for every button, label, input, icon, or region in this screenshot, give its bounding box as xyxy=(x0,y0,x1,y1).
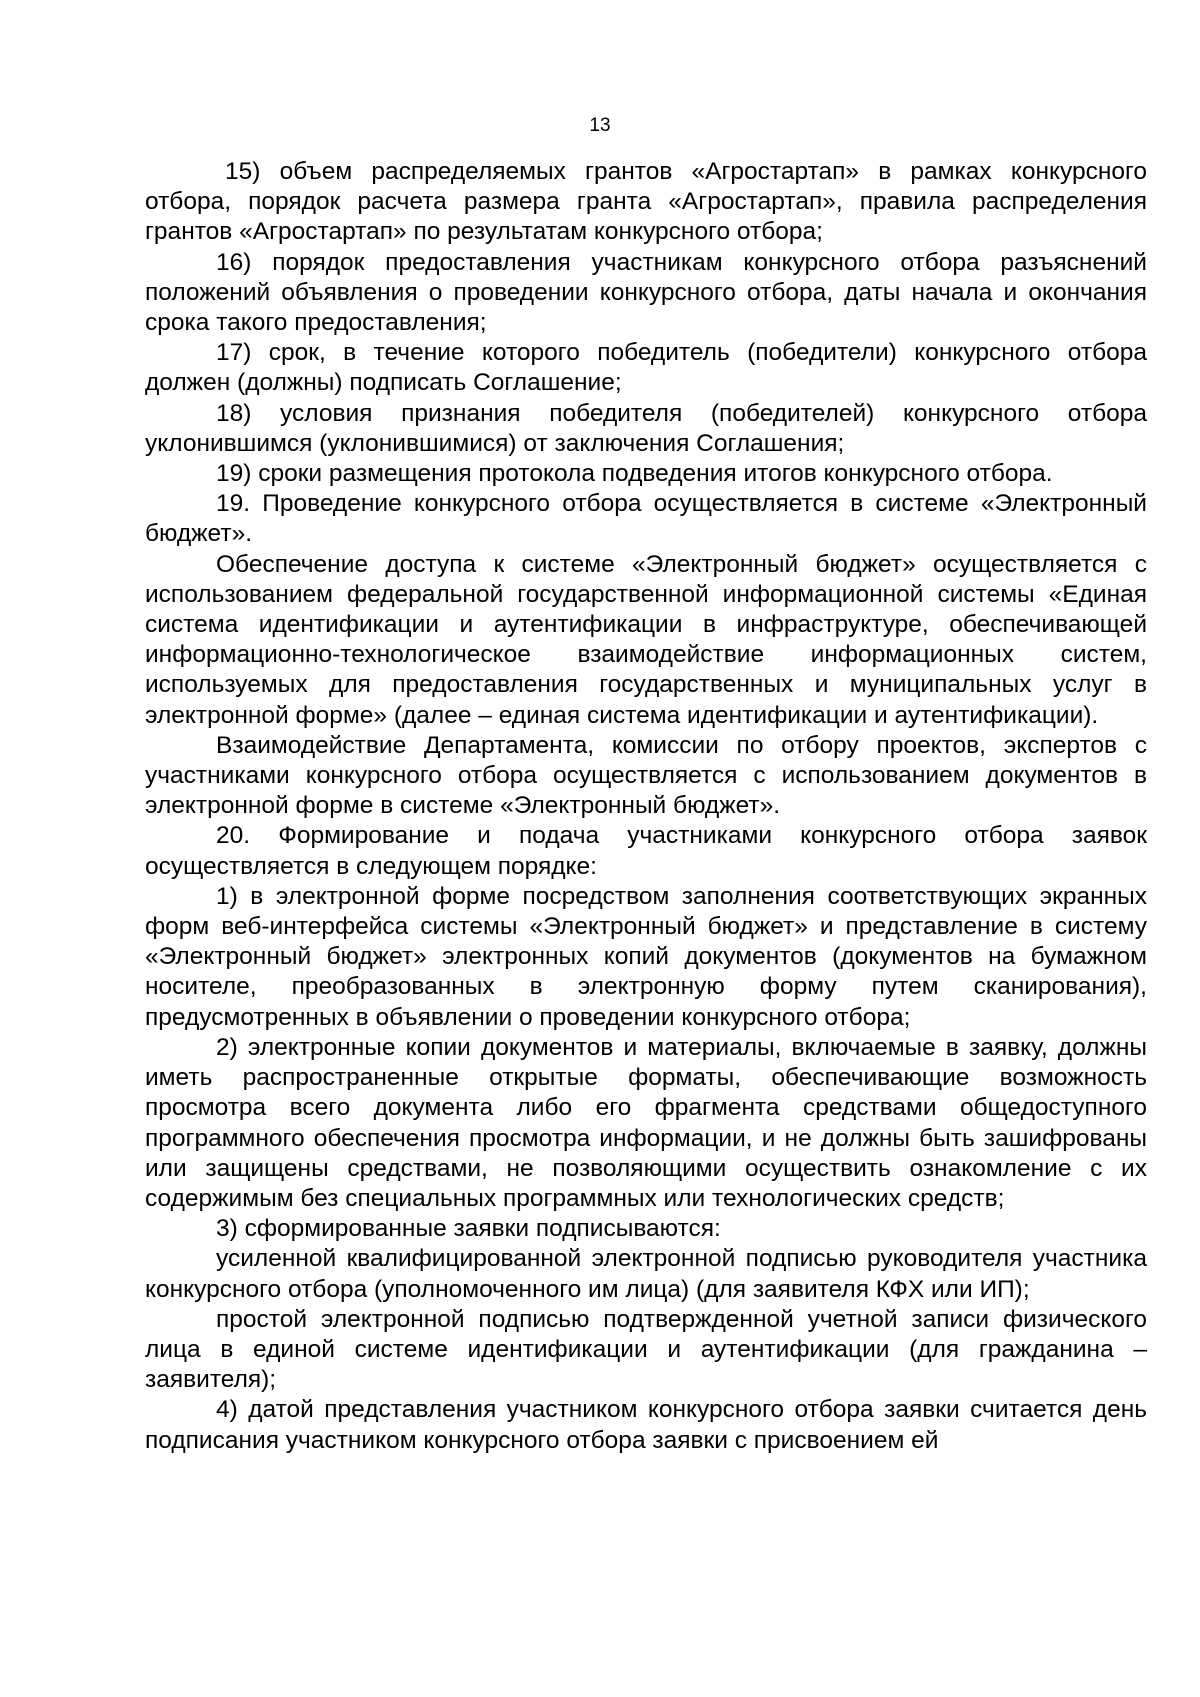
paragraph-subitem-4: 4) датой представления участником конкурсного отбора заявки считается день подписания участником конкурсного отбора заявки с присвоением ей xyxy=(145,1396,1147,1454)
paragraph-subitem-3: 3) сформированные заявки подписываются: xyxy=(216,1215,721,1243)
paragraph-subitem-1: 1) в электронной форме посредством заполнения соответствующих экранных форм веб-интерфейса системы «Электронный бюджет» и представление в систему «Электронный бюджет» электронных копий документов (документов на бумажном носителе, преобразованных в электронную форму путем сканирования), предусмотренных в объявлении о проведении конкурсного отбора; xyxy=(145,882,1147,1031)
paragraph-interaction: Взаимодействие Департамента, комиссии по отбору проектов, экспертов с участниками конкурсного отбора осуществляется с использованием документов в электронной форме в системе «Электронный бюджет». xyxy=(145,731,1147,820)
document-body xyxy=(145,157,1147,1456)
paragraph-item-17: 17) срок, в течение которого победитель (победители) конкурсного отбора должен (должны) подписать Соглашение; xyxy=(145,339,1147,397)
paragraph-item-18: 18) условия признания победителя (победителей) конкурсного отбора уклонившимся (уклонившимися) от заключения Соглашения; xyxy=(145,399,1147,457)
paragraph-item-16: 16) порядок предоставления участникам конкурсного отбора разъяснений положений объявления о проведении конкурсного отбора, даты начала и окончания срока такого предоставления; xyxy=(145,248,1147,337)
paragraph-clause-20: 20. Формирование и подача участниками конкурсного отбора заявок осуществляется в следующем порядке: xyxy=(145,822,1147,880)
paragraph-access: Обеспечение доступа к системе «Электронный бюджет» осуществляется с использованием федеральной государственной информационной системы «Единая система идентификации и аутентификации в инфраструктуре, обеспечивающей информационно-технологическое взаимодействие информационных систем, используемых для предоставления государственных и муниципальных услуг в электронной форме» (далее – единая система идентификации и аутентификации). xyxy=(145,550,1147,729)
paragraph-item-19: 19) сроки размещения протокола подведения итогов конкурсного отбора. xyxy=(216,460,1053,488)
paragraph-item-15: 15) объем распределяемых грантов «Агростартап» в рамках конкурсного отбора, порядок расчета размера гранта «Агростартап», правила распределения грантов «Агростартап» по результатам конкурсного отбора; xyxy=(145,158,1147,246)
paragraph-signature-kfh: усиленной квалифицированной электронной подписью руководителя участника конкурсного отбора (уполномоченного им лица) (для заявителя КФХ или ИП); xyxy=(145,1245,1147,1303)
page-number: 13 xyxy=(589,115,611,136)
paragraph-clause-19: 19. Проведение конкурсного отбора осуществляется в системе «Электронный бюджет». xyxy=(145,490,1147,548)
paragraph-subitem-2: 2) электронные копии документов и материалы, включаемые в заявку, должны иметь распространенные открытые форматы, обеспечивающие возможность просмотра всего документа либо его фрагмента средствами общедоступного программного обеспечения просмотра информации, и не должны быть зашифрованы или защищены средствами, не позволяющими осуществить ознакомление с их содержимым без специальных программных или технологических средств; xyxy=(145,1033,1147,1212)
paragraph-signature-citizen: простой электронной подписью подтвержденной учетной записи физического лица в единой системе идентификации и аутентификации (для гражданина – заявителя); xyxy=(145,1305,1147,1394)
